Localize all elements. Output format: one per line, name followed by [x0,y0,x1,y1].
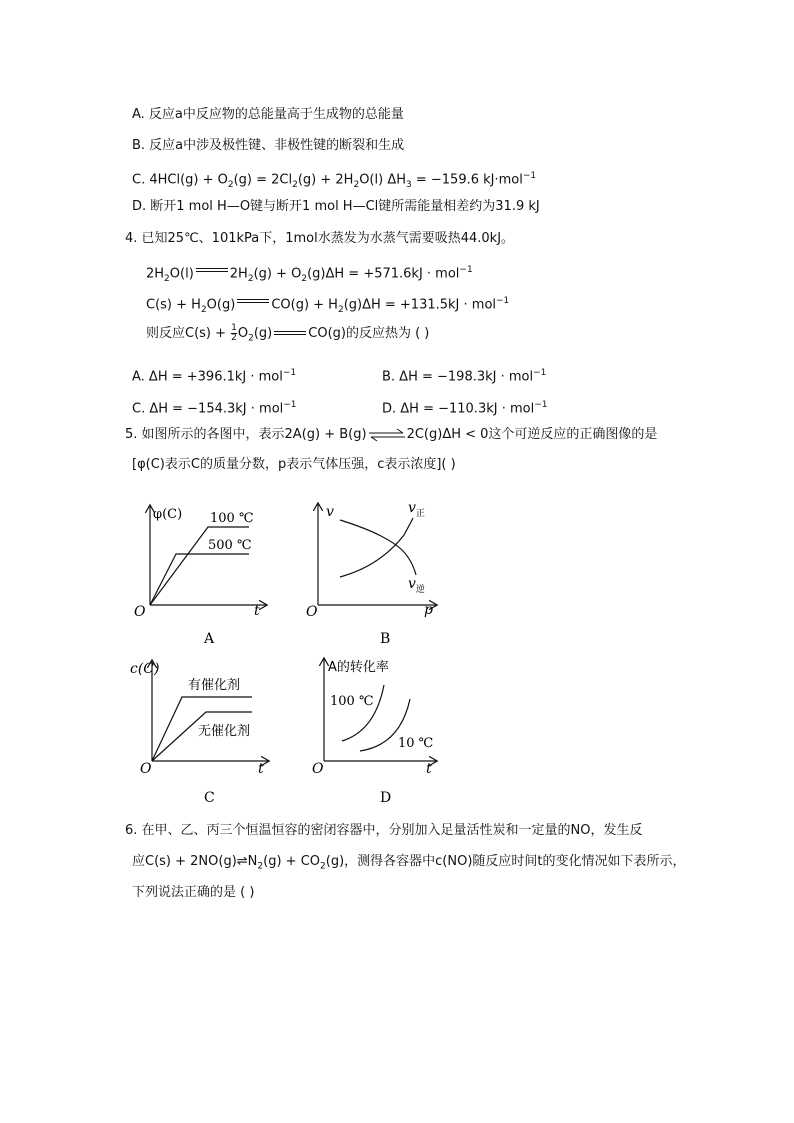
q4-option-c: C. ΔH = −154.3kJ · mol$^{-1}$ [132,400,297,417]
q4-option-d: D. ΔH = −110.3kJ · mol$^{-1}$ [382,400,548,417]
q5-stem-note: [φ(C)表示C的质量分数，p表示气体压强，c表示浓度]( ) [132,457,456,472]
q3-option-b: B. 反应a中涉及极性键、非极性键的断裂和生成 [132,138,405,153]
q4-stem: 4. 已知25℃、101kPa下，1mol水蒸发为水蒸气需要吸热44.0kJ。 [125,231,515,246]
origin-label: O [306,604,318,620]
q6-stem-line2: 应$C(s) + 2NO(g)\rightleftharpoons N_2(g) + CO_2(g)$，测得各容器中c(NO)随反应时间t的变化情况如下表所示， [132,854,686,872]
x-axis-label: t [254,603,260,619]
q4-option-a: A. ΔH = +396.1kJ · mol$^{-1}$ [132,368,297,385]
label-with-catalyst: 有催化剂 [188,678,241,693]
label-100c: 100 ℃ [330,694,374,709]
graph-caption: C [204,790,215,806]
graph-a [128,500,278,650]
equals-sign-icon [235,292,271,310]
graph-d [300,655,450,810]
label-100c: 100 ℃ [210,511,254,526]
q5-stem: 5. 如图所示的各图中，表示2A(g) + B(g) 2C(g)ΔH < 0这个可逆反应的正确图像的是 [125,427,658,442]
y-axis-label: v [326,504,334,520]
curve-500c [150,554,249,605]
label-500c: 500 ℃ [208,538,252,553]
origin-label: O [134,604,146,620]
q4-question: 则反应C(s) + $\frac{1}{2}$ $O_2(g)$ CO(g)的反应热为 ( ) [146,323,430,344]
curve-v-reverse [340,520,416,575]
q6-stem-line3: 下列说法正确的是 ( ) [132,885,255,900]
q4-option-b: B. ΔH = −198.3kJ · mol$^{-1}$ [382,368,547,385]
label-v-reverse: $v_逆$ [408,576,425,595]
y-axis-label: φ(C) [153,507,183,522]
x-axis-label: t [426,761,432,777]
q4-equation-1: $2H_2O(l) 2H_2(g) + O_2(g)\Delta H = +571.6kJ \cdot mol^{-1}$ [146,261,473,288]
q4-equation-2: $C(s) + H_2O(g) CO(g) + H_2(g)\Delta H = +131.5kJ \cdot mol^{-1}$ [146,292,509,319]
q3-option-c: C. $4HCl(g) + O_2(g) = 2Cl_2(g) + 2H_2O(l) \Delta H_3 = -159.6$ kJ·mol$^{-1}$ [132,171,537,190]
label-v-forward: $v_正$ [408,500,425,519]
equals-sign-icon [272,324,308,342]
q3-option-a: A. 反应a中反应物的总能量高于生成物的总能量 [132,107,404,122]
equals-sign-icon [194,261,230,279]
q6-stem-line1: 6. 在甲、乙、丙三个恒温恒容的密闭容器中，分别加入足量活性炭和一定量的NO，发生反 [125,823,643,838]
label-without-catalyst: 无催化剂 [198,724,251,739]
graph-caption: B [380,631,391,647]
q3-option-d: D. 断开1 mol H—O键与断开1 mol H—Cl键所需能量相差约为31.9 kJ [132,199,540,214]
graph-b [300,500,450,650]
y-axis-label: c(C) [130,661,160,677]
one-half-fraction: $\frac{1}{2}$ [231,323,237,343]
x-axis-label: t [258,761,264,777]
reversible-arrow-icon [367,426,407,444]
graph-caption: A [204,631,215,647]
curve-v-forward [340,518,413,577]
x-axis-label: p [424,602,433,618]
y-axis-label: A的转化率 [328,660,389,675]
origin-label: O [312,761,324,777]
graph-caption: D [380,790,392,806]
graph-c [128,655,278,810]
origin-label: O [140,761,152,777]
label-10c: 10 ℃ [398,736,434,751]
